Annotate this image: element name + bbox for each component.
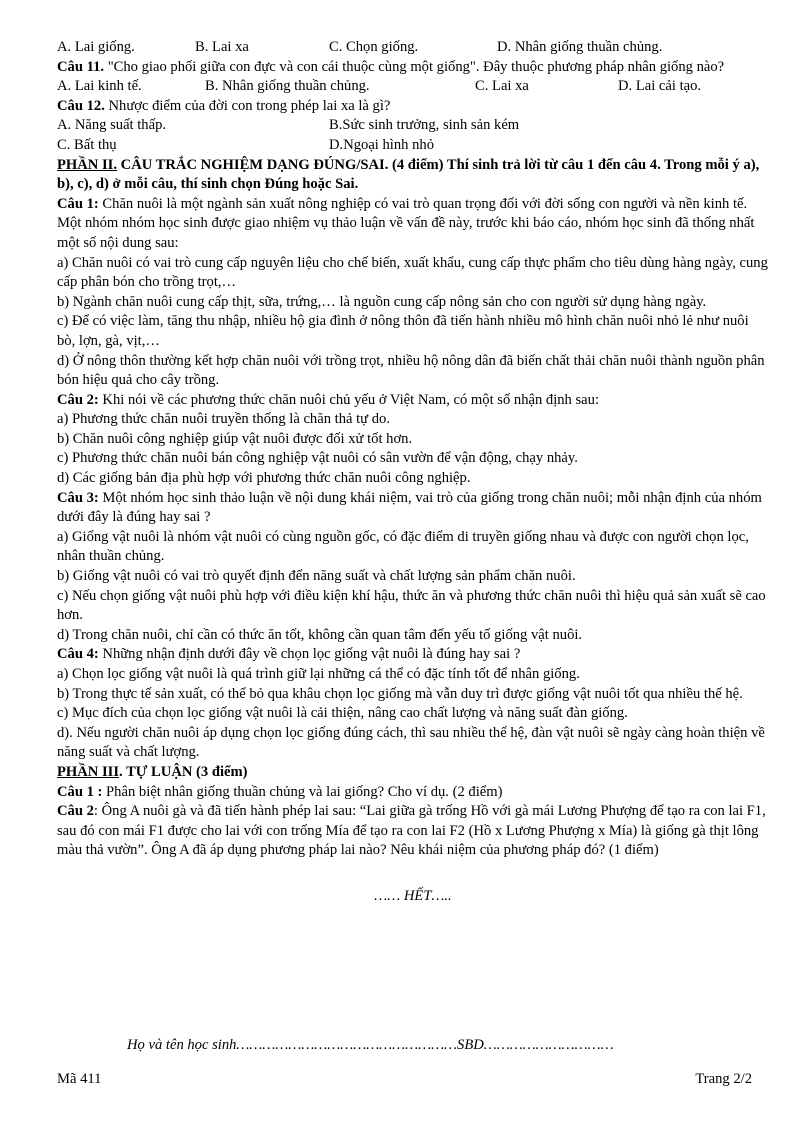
p3-question-1 xyxy=(57,783,769,803)
exam-code: Mã 411 xyxy=(57,1071,102,1087)
p2-q1-text: Chăn nuôi là một ngành sản xuất nông nghiệp có vai trò quan trọng đối với đời sống con người và nền kinh tế. Một nhóm nhóm học sinh được giao nhiệm vụ thảo luận về vấn đề này, trước khi báo cáo, nhóm học sinh đã thống nhất một số nội dung sau: xyxy=(57,195,755,251)
q10-option-b: B. Lai xa xyxy=(195,39,249,55)
part3-heading xyxy=(57,763,769,783)
p2-q3-item-b: b) Giống vật nuôi có vai trò quyết định đến năng suất và chất lượng sản phẩm chăn nuôi. xyxy=(57,568,576,585)
p3-q2-text: : Ông A nuôi gà và đã tiến hành phép lai sau: “Lai giữa gà trống Hồ với gà mái Lương Phượng để tạo ra con lai F1, sau đó con mái F1 được cho lai với con trống Mía để tạo ra con lai F2 (Hồ x Lương Phượng x Mía) là giống gà thịt lông màu thả vườn”. Ông A đã áp dụng phương pháp lai nào? Nêu khái niệm của phương pháp đó? (1 điểm) xyxy=(57,803,766,859)
q10-options xyxy=(57,38,769,58)
p2-question-4 xyxy=(57,645,769,763)
q11-option-d: D. Lai cải tạo. xyxy=(618,78,702,95)
p2-question-2 xyxy=(57,391,769,489)
part2-label: PHẦN II. xyxy=(57,156,117,173)
student-signature-line: Họ và tên học sinh……………………………………………SBD………………………… xyxy=(127,1037,614,1053)
p2-q4-text: Những nhận định dưới đây về chọn lọc giống vật nuôi là đúng hay sai ? xyxy=(98,646,521,663)
q12-options-cd xyxy=(57,136,769,156)
p2-q3-item-a: a) Giống vật nuôi là nhóm vật nuôi có cùng nguồn gốc, có đặc điểm di truyền giống nhau và được con người chọn lọc, nhân thuần chủng. xyxy=(57,528,749,565)
p2-q1-item-a: a) Chăn nuôi có vai trò cung cấp nguyên liệu cho chế biến, xuất khẩu, cung cấp thực phẩm cho tiêu dùng hàng ngày, cung cấp phân bón cho trồng trọt,… xyxy=(57,254,768,291)
q11-text: "Cho giao phối giữa con đực và con cái thuộc cùng một giống". Đây thuộc phương pháp nhân giống nào? xyxy=(104,58,725,75)
q11-stem xyxy=(57,58,769,78)
part2-heading xyxy=(57,156,769,195)
q12-number: Câu 12. xyxy=(57,97,105,114)
page-number: Trang 2/2 xyxy=(695,1071,752,1087)
p2-q2-number: Câu 2: xyxy=(57,391,99,408)
exam-content xyxy=(57,38,769,907)
q12-stem xyxy=(57,97,769,117)
q11-options xyxy=(57,77,769,97)
q10-option-c: C. Chọn giống. xyxy=(329,39,419,55)
p2-q1-item-d: d) Ở nông thôn thường kết hợp chăn nuôi với trồng trọt, nhiều hộ nông dân đã biến chất thải chăn nuôi thành nguồn phân bón hiệu quả cho cây trồng. xyxy=(57,352,765,389)
part3-label: PHẦN III xyxy=(57,763,120,780)
q12-text: Nhược điểm của đời con trong phép lai xa là gì? xyxy=(104,97,391,114)
p2-q3-stem xyxy=(57,489,769,528)
p2-q1-stem xyxy=(57,195,769,254)
q11-option-a: A. Lai kinh tế. xyxy=(57,78,142,95)
p2-q2-item-d: d) Các giống bản địa phù hợp với phương thức chăn nuôi công nghiệp. xyxy=(57,470,471,487)
p3-question-2 xyxy=(57,802,769,861)
p2-q1-item-b: b) Ngành chăn nuôi cung cấp thịt, sữa, trứng,… là nguồn cung cấp nông sản cho con người sử dụng hàng ngày. xyxy=(57,293,707,310)
q12-option-d: D.Ngoại hình nhỏ xyxy=(329,136,434,153)
p3-q1-text: Phân biệt nhân giống thuần chủng và lai giống? Cho ví dụ. (2 điểm) xyxy=(102,783,503,800)
q11-option-b: B. Nhân giống thuần chủng. xyxy=(205,78,370,95)
part3-title: . TỰ LUẬN (3 điểm) xyxy=(119,763,248,780)
q12-options-ab xyxy=(57,116,769,136)
p2-q3-text: Một nhóm học sinh thảo luận về nội dung khái niệm, vai trò của giống trong chăn nuôi; mỗi nhận định của nhóm dưới đây là đúng hay sai ? xyxy=(57,489,762,526)
q12-option-a: A. Năng suất thấp. xyxy=(57,117,167,134)
p2-q2-item-b: b) Chăn nuôi công nghiệp giúp vật nuôi được đối xử tốt hơn. xyxy=(57,430,413,447)
p2-q4-item-a: a) Chọn lọc giống vật nuôi là quá trình giữ lại những cá thể có đặc tính tốt để nhân giống. xyxy=(57,666,580,682)
p2-q4-item-d: d). Nếu người chăn nuôi áp dụng chọn lọc giống đúng cách, thì sau nhiều thế hệ, đàn vật nuôi sẽ ngày càng hoàn thiện về năng suất và chất lượng. xyxy=(57,724,765,761)
p2-q2-text: Khi nói về các phương thức chăn nuôi chủ yếu ở Việt Nam, có một số nhận định sau: xyxy=(98,391,600,408)
p2-q4-item-c: c) Mục đích của chọn lọc giống vật nuôi là cải thiện, nâng cao chất lượng và năng suất đàn giống. xyxy=(57,705,628,722)
q12-option-c: C. Bất thụ xyxy=(57,136,117,153)
p2-q1-number: Câu 1: xyxy=(57,195,99,212)
end-mark: …… HẾT….. xyxy=(374,887,452,904)
p3-q2-number: Câu 2 xyxy=(57,803,94,820)
q12-option-b: B.Sức sinh trưởng, sinh sản kém xyxy=(329,117,520,134)
p2-q3-number: Câu 3: xyxy=(57,489,99,506)
q11-number: Câu 11. xyxy=(57,58,105,75)
p2-q4-stem xyxy=(57,645,769,665)
p3-q1-number: Câu 1 : xyxy=(57,783,103,800)
p2-q1-item-c: c) Để có việc làm, tăng thu nhập, nhiều hộ gia đình ở nông thôn đã tiến hành nhiều mô hình chăn nuôi nhỏ lẻ như nuôi bò, lợn, gà, vịt,… xyxy=(57,313,749,349)
q10-option-a: A. Lai giống. xyxy=(57,39,135,55)
p2-q2-item-a: a) Phương thức chăn nuôi truyền thống là chăn thả tự do. xyxy=(57,411,390,428)
q10-option-d: D. Nhân giống thuần chủng. xyxy=(497,39,663,55)
q11-option-c: C. Lai xa xyxy=(475,78,529,95)
p2-q2-item-c: c) Phương thức chăn nuôi bán công nghiệp vật nuôi có sân vườn để vận động, chạy nhảy. xyxy=(57,450,578,467)
p2-q3-item-c: c) Nếu chọn giống vật nuôi phù hợp với điều kiện khí hậu, thức ăn và phương thức chăn nuôi thì hiệu quả sản xuất sẽ cao hơn. xyxy=(57,587,766,624)
p2-question-3 xyxy=(57,489,769,646)
p2-q4-item-b: b) Trong thực tế sản xuất, có thể bỏ qua khâu chọn lọc giống mà vẫn duy trì được giống vật nuôi tốt qua nhiều thế hệ. xyxy=(57,685,743,702)
p2-question-1 xyxy=(57,195,769,391)
p2-q4-number: Câu 4: xyxy=(57,646,99,663)
p2-q3-item-d: d) Trong chăn nuôi, chỉ cần có thức ăn tốt, không cần quan tâm đến yếu tố giống vật nuôi. xyxy=(57,626,583,643)
p2-q2-stem xyxy=(57,391,769,411)
part2-title: CÂU TRẮC NGHIỆM DẠNG ĐÚNG/SAI. (4 điểm) Thí sinh trả lời từ câu 1 đến câu 4. Trong mỗi ý a), b), c), d) ở mỗi câu, thí sinh chọn Đúng hoặc Sai. xyxy=(57,156,760,193)
